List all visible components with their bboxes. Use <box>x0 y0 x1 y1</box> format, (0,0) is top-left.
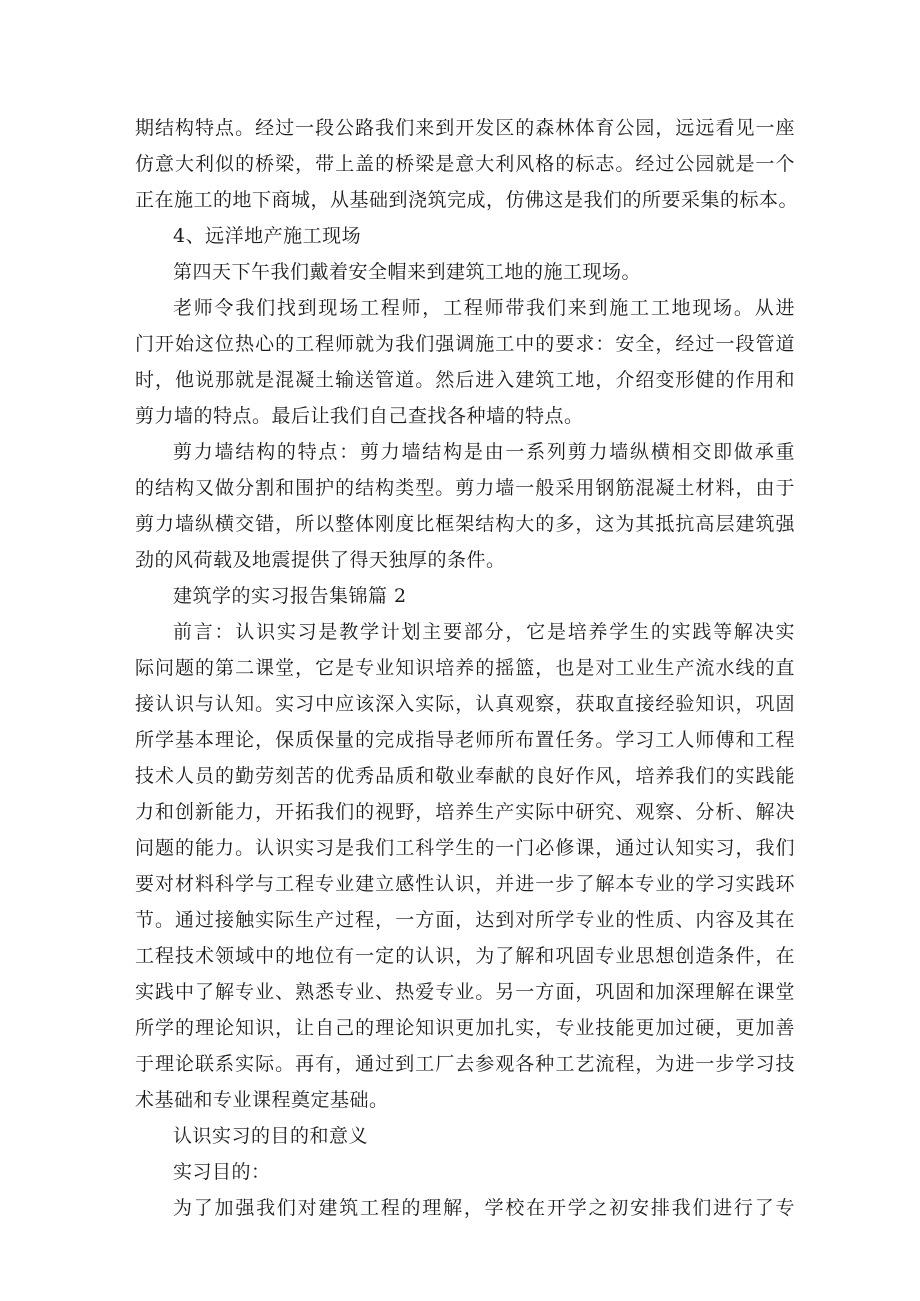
text-line: 剪力墙纵横交错，所以整体刚度比框架结构大的多，这为其抵抗高层建筑强 <box>135 513 795 535</box>
text-line: 际问题的第二课堂，它是专业知识培养的摇篮，也是对工业生产流水线的直 <box>135 657 795 679</box>
text-line: 接认识与认知。实习中应该深入实际，认真观察，获取直接经验知识，巩固 <box>135 693 795 715</box>
section-heading: 建筑学的实习报告集锦篇 2 <box>173 585 407 607</box>
text-line: 劲的风荷载及地震提供了得天独厚的条件。 <box>135 549 506 571</box>
text-line: 力和创新能力，开拓我们的视野，培养生产实际中研究、观察、分析、解决 <box>135 801 795 823</box>
text-line: 所学的理论知识，让自己的理论知识更加扎实，专业技能更加过硬，更加善 <box>135 1017 795 1039</box>
text-line: 正在施工的地下商城，从基础到浇筑完成，仿佛这是我们的所要采集的标本。 <box>135 189 799 211</box>
section-heading: 实习目的： <box>173 1161 271 1183</box>
text-line: 前言：认识实习是教学计划主要部分，它是培养学生的实践等解决实 <box>173 621 795 643</box>
text-line: 工程技术领域中的地位有一定的认识，为了解和巩固专业思想创造条件，在 <box>135 945 795 967</box>
section-heading: 4、远洋地产施工现场 <box>173 225 362 247</box>
text-line: 实践中了解专业、熟悉专业、热爱专业。另一方面，巩固和加深理解在课堂 <box>135 981 795 1003</box>
text-line: 为了加强我们对建筑工程的理解，学校在开学之初安排我们进行了专 <box>173 1197 795 1219</box>
text-line: 要对材料科学与工程专业建立感性认识，并进一步了解本专业的学习实践环 <box>135 873 795 895</box>
text-line: 剪力墙的特点。最后让我们自己查找各种墙的特点。 <box>135 405 584 427</box>
text-line: 技术人员的勤劳刻苦的优秀品质和敬业奉献的良好作风，培养我们的实践能 <box>135 765 795 787</box>
text-line: 老师令我们找到现场工程师，工程师带我们来到施工工地现场。从进 <box>173 297 795 319</box>
text-line: 术基础和专业课程奠定基础。 <box>135 1089 389 1111</box>
text-line: 于理论联系实际。再有，通过到工厂去参观各种工艺流程，为进一步学习技 <box>135 1053 795 1075</box>
text-line: 仿意大利似的桥梁，带上盖的桥梁是意大利风格的标志。经过公园就是一个 <box>135 153 795 175</box>
text-line: 期结构特点。经过一段公路我们来到开发区的森林体育公园，远远看见一座 <box>135 117 795 139</box>
text-line: 问题的能力。认识实习是我们工科学生的一门必修课，通过认知实习，我们 <box>135 837 795 859</box>
text-line: 节。通过接触实际生产过程，一方面，达到对所学专业的性质、内容及其在 <box>135 909 795 931</box>
text-line: 所学基本理论，保质保量的完成指导老师所布置任务。学习工人师傅和工程 <box>135 729 795 751</box>
text-line: 门开始这位热心的工程师就为我们强调施工中的要求：安全，经过一段管道 <box>135 333 795 355</box>
text-line: 的结构又做分割和围护的结构类型。剪力墙一般采用钢筋混凝土材料，由于 <box>135 477 795 499</box>
text-line: 时，他说那就是混凝土输送管道。然后进入建筑工地，介绍变形健的作用和 <box>135 369 795 391</box>
section-heading: 认识实习的目的和意义 <box>173 1125 369 1147</box>
text-line: 第四天下午我们戴着安全帽来到建筑工地的施工现场。 <box>173 261 642 283</box>
text-line: 剪力墙结构的特点：剪力墙结构是由一系列剪力墙纵横相交即做承重 <box>173 441 795 463</box>
